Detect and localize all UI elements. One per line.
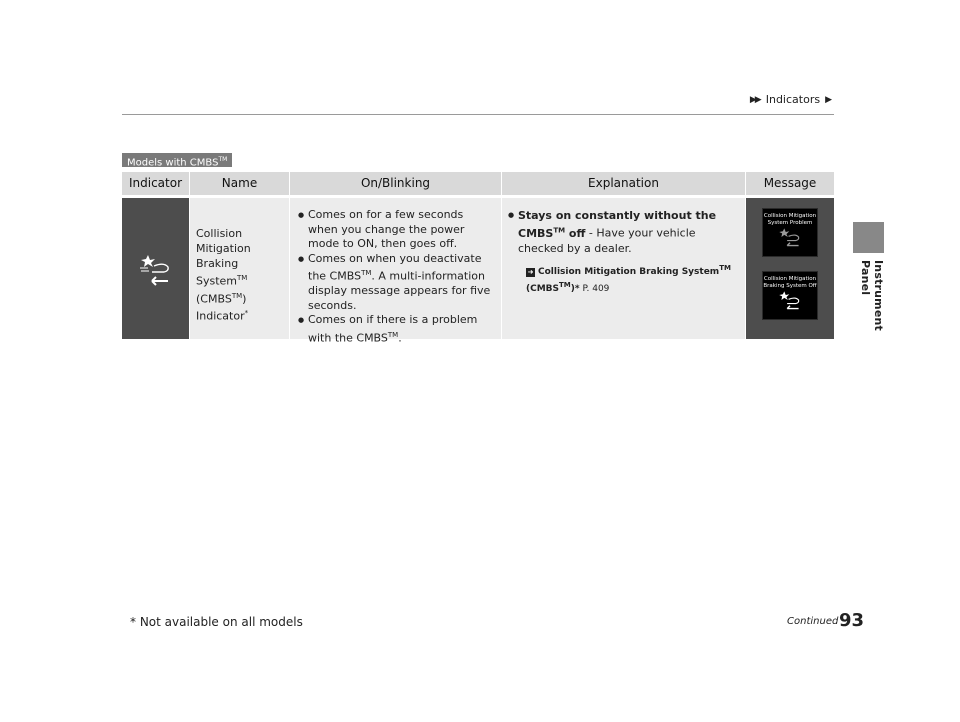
list-item xyxy=(298,313,495,346)
breadcrumb-end-arrow-icon: ▶ xyxy=(825,94,832,105)
page-number: 93 xyxy=(839,610,865,631)
name-text: (CMBS xyxy=(196,292,232,306)
list-text: Comes on if there is a problem with the CMBS xyxy=(308,313,478,345)
list-text: Comes on when you deactivate the CMBS xyxy=(308,251,482,283)
explanation-text: - Have your vehicle checked by a dealer. xyxy=(518,226,696,255)
column-header-explanation: Explanation xyxy=(502,172,746,195)
name-line: Collision xyxy=(196,227,243,240)
footnote-marker: * xyxy=(244,309,249,318)
on-blinking-list xyxy=(298,208,495,346)
indicator-cell xyxy=(122,198,190,339)
name-line xyxy=(196,256,285,289)
explanation-item xyxy=(508,208,739,256)
mid-message-system-problem xyxy=(762,208,818,257)
models-badge-label: Models with CMBS xyxy=(127,157,219,169)
trademark-sup: TM xyxy=(719,263,731,272)
reference-page: P. 409 xyxy=(582,283,610,294)
footnote: * Not available on all models xyxy=(130,615,303,629)
collision-mitigation-icon xyxy=(777,227,803,247)
section-label: Instrument Panel xyxy=(859,260,885,331)
table-header xyxy=(122,172,834,195)
message-line: Collision Mitigation xyxy=(763,276,817,282)
indicator-table xyxy=(122,172,834,345)
section-tab xyxy=(853,222,884,253)
message-line: System Problem xyxy=(767,220,813,226)
header-rule xyxy=(122,114,834,115)
list-text: . xyxy=(398,331,402,345)
column-header-on-blinking: On/Blinking xyxy=(290,172,502,195)
message-cell xyxy=(746,198,834,339)
continued-label: Continued xyxy=(787,616,839,627)
table-row xyxy=(122,198,834,345)
collision-mitigation-icon xyxy=(777,290,803,310)
trademark-sup: TM xyxy=(237,274,248,282)
trademark-sup: TM xyxy=(361,269,372,277)
trademark-sup: TM xyxy=(553,226,566,234)
name-text: Braking System xyxy=(196,257,239,288)
collision-mitigation-icon xyxy=(138,251,174,287)
column-header-message: Message xyxy=(763,176,817,190)
reference-text: Collision Mitigation Braking System xyxy=(538,266,720,277)
breadcrumb-label: Indicators xyxy=(765,93,821,106)
name-line xyxy=(196,289,285,307)
mid-message-system-off xyxy=(762,271,818,320)
name-text: ) xyxy=(242,292,247,306)
breadcrumb-arrows-icon: ▶▶ xyxy=(749,94,760,105)
trademark-sup: TM xyxy=(231,291,243,300)
list-text: . A multi-information display message appears for five seconds. xyxy=(308,269,491,312)
trademark-sup: TM xyxy=(559,280,571,289)
trademark-sup: TM xyxy=(387,330,399,339)
column-header-indicator: Indicator xyxy=(122,172,190,195)
message-line: Collision Mitigation xyxy=(763,213,817,219)
condition-text: off xyxy=(565,226,586,240)
name-cell xyxy=(190,198,290,339)
condition-text: Stays on constantly without the CMBS xyxy=(518,209,717,240)
models-badge xyxy=(122,153,232,167)
list-item xyxy=(298,252,495,314)
list-item: ● Comes on for a few seconds when you change the power mode to ON, then goes off. xyxy=(298,208,495,252)
explanation-cell xyxy=(502,198,746,339)
column-header-name: Name xyxy=(190,172,290,195)
message-line: Braking System Off xyxy=(763,283,817,289)
reference-text: )* xyxy=(570,283,580,294)
reference-arrow-icon: ➜ xyxy=(527,267,534,276)
breadcrumb xyxy=(750,93,832,106)
name-line: Mitigation xyxy=(196,242,251,255)
on-blinking-cell xyxy=(290,198,502,345)
cross-reference-link[interactable] xyxy=(508,262,739,296)
reference-title xyxy=(526,263,731,294)
models-badge-sup: TM xyxy=(218,156,228,163)
name-text: Indicator xyxy=(196,309,245,323)
reference-text: (CMBS xyxy=(526,283,560,294)
name-line xyxy=(196,306,285,324)
